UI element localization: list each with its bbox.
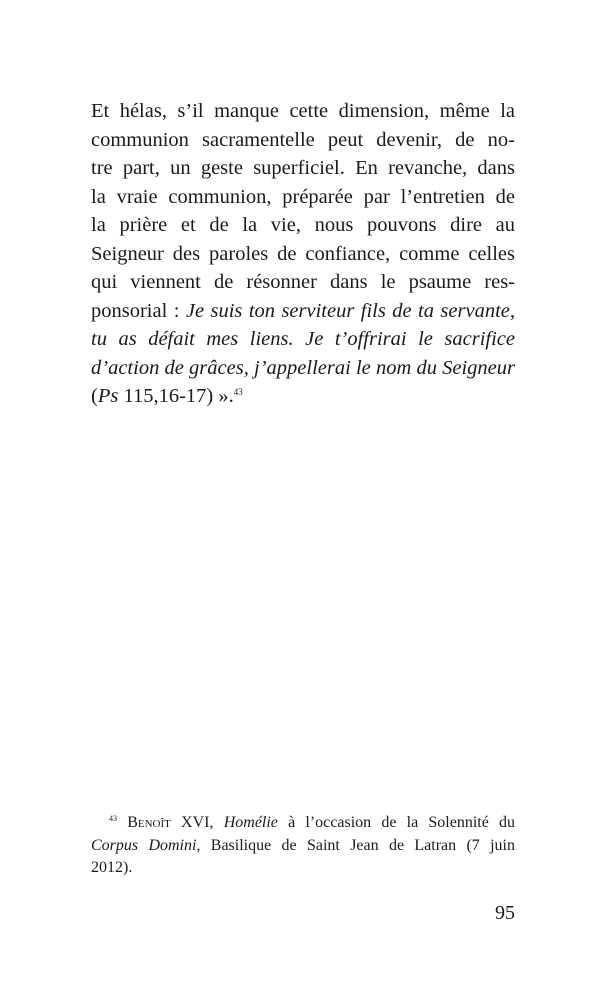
psalm-reference: 115,16-17) ».: [118, 385, 234, 407]
psalm-quote: d’action de grâces, j’appellerai le nom du Seigneur: [91, 356, 515, 379]
text-segment: à l’occasion de la Solennité du: [277, 814, 516, 831]
text-line: la prière et de la vie, nous pouvons dire au: [91, 214, 515, 236]
footnote-line: [91, 835, 515, 858]
psalm-quote: tu as défait mes liens. Je t’offrirai le sacrifice: [91, 328, 515, 350]
footnote-reference[interactable]: 43: [233, 387, 243, 397]
footnote-number: 43: [109, 814, 117, 823]
text-line: Seigneur des paroles de confiance, comme celles: [91, 242, 515, 265]
text-segment: (: [91, 385, 98, 407]
text-line: la vraie communion, préparée par l’entretien de: [91, 185, 515, 208]
text-line: [91, 325, 515, 354]
text-line: qui viennent de résonner dans le psaume res-: [91, 271, 515, 293]
body-paragraph: [91, 97, 515, 411]
footnote-feast-title: Corpus Domini: [91, 836, 197, 854]
footnote-author: Benoît XVI: [127, 814, 210, 831]
footnote-line: 2012).: [91, 859, 133, 876]
text-line: Et hélas, s’il manque cette dimension, même la: [91, 100, 515, 122]
text-segment: ,: [209, 814, 224, 831]
footnote: [91, 812, 515, 880]
text-line: [91, 382, 515, 411]
psalm-abbreviation: Ps: [97, 385, 119, 407]
text-segment: , Basilique de Saint Jean de Latran (7 juin: [196, 836, 515, 854]
footnote-work-title: Homélie: [223, 814, 278, 831]
text-line: [91, 354, 515, 383]
psalm-quote: Je suis ton serviteur fils de ta servante,: [185, 299, 515, 322]
footnote-line: [91, 812, 515, 835]
text-line: tre part, un geste superficiel. En revanche, dans: [91, 157, 515, 179]
text-line: [91, 297, 515, 326]
text-line: communion sacramentelle peut devenir, de no-: [91, 128, 515, 151]
page-number: 95: [495, 902, 515, 924]
text-segment: ponsorial :: [91, 299, 186, 322]
